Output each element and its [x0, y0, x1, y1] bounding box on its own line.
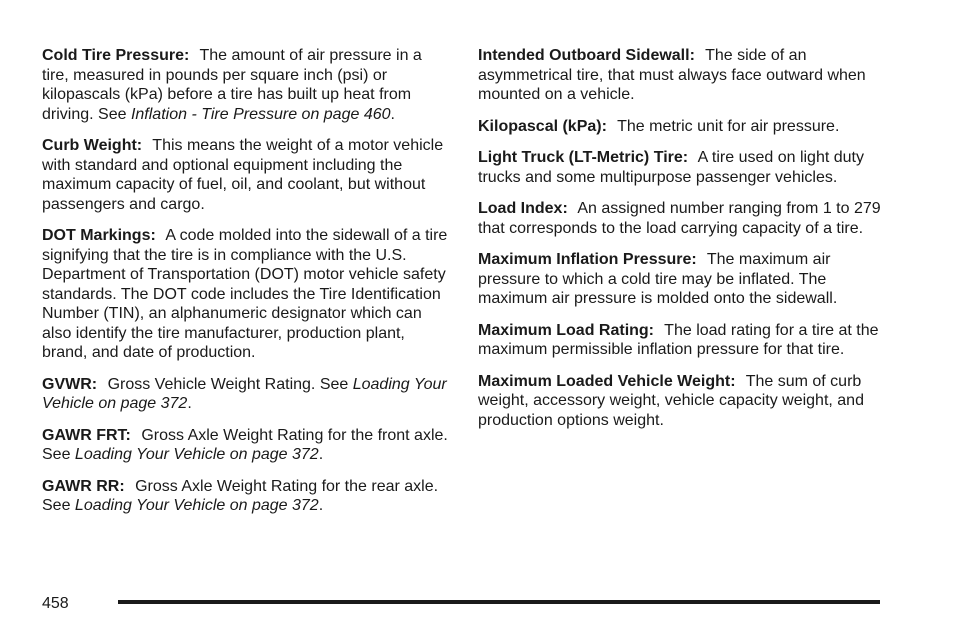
glossary-definition: The side of an asymmetrical tire, that must always face outward when mounted on a vehicle.: [478, 47, 866, 103]
cross-reference-link[interactable]: Inflation - Tire Pressure on page 460: [130, 105, 391, 123]
glossary-entry-maximum-inflation-pressure: [478, 250, 888, 309]
sentence-end: .: [318, 497, 324, 514]
glossary-definition: The load rating for a tire at the maximum permissible inflation pressure for that tire.: [478, 321, 879, 358]
glossary-entry-gvwr: [42, 375, 452, 414]
glossary-term: Cold Tire Pressure:: [42, 47, 190, 64]
left-column: [42, 46, 452, 528]
glossary-term: Maximum Inflation Pressure:: [478, 251, 697, 268]
sentence-end: .: [187, 395, 192, 412]
glossary-definition: This means the weight of a motor vehicle with standard and optional equipment including the maximum capacity of fuel, oil, and coolant, but without passengers and cargo.: [42, 137, 444, 213]
glossary-entry-dot-markings: [42, 226, 452, 363]
cross-reference-link[interactable]: Loading Your Vehicle on page 372: [42, 375, 447, 412]
cross-reference-link[interactable]: Loading Your Vehicle on page 372: [74, 497, 319, 514]
sentence-end: .: [318, 446, 324, 463]
glossary-definition: A code molded into the sidewall of a tire signifying that the tire is in compliance with the U.S. Department of Transportation (DOT) motor vehicle safety standards. The DOT code includes the Tire Identification Number (TIN), an alphanumeric designator which can also identify the tire manufacturer, production plant, brand, and date of production.: [42, 227, 448, 361]
sentence-end: .: [390, 105, 395, 123]
glossary-entry-light-truck-tire: [478, 148, 888, 187]
page-number: 458: [42, 595, 69, 612]
glossary-definition: An assigned number ranging from 1 to 279 that corresponds to the load carrying capacity of a tire.: [478, 200, 881, 237]
glossary-term: Kilopascal (kPa):: [478, 117, 607, 135]
glossary-term: Maximum Load Rating:: [478, 321, 655, 339]
glossary-term: Maximum Loaded Vehicle Weight:: [478, 372, 736, 390]
glossary-entry-intended-outboard-sidewall: [478, 46, 888, 105]
glossary-term: DOT Markings:: [42, 227, 156, 244]
footer-divider: [118, 600, 880, 604]
glossary-entry-kilopascal: [478, 117, 888, 137]
glossary-term: Curb Weight:: [42, 137, 143, 154]
right-column: [478, 46, 888, 442]
glossary-entry-load-index: [478, 199, 888, 238]
glossary-definition: The metric unit for air pressure.: [617, 117, 840, 135]
glossary-entry-maximum-load-rating: [478, 321, 888, 360]
glossary-definition: Gross Vehicle Weight Rating. See: [107, 375, 349, 393]
glossary-term: Light Truck (LT-Metric) Tire:: [478, 149, 689, 166]
glossary-term: GAWR RR:: [42, 477, 125, 495]
cross-reference-link[interactable]: Loading Your Vehicle on page 372: [74, 446, 319, 463]
glossary-entry-curb-weight: [42, 136, 452, 214]
glossary-entry-maximum-loaded-vehicle-weight: [478, 372, 888, 431]
glossary-entry-gawr-frt: [42, 426, 452, 465]
glossary-term: GVWR:: [42, 375, 98, 393]
glossary-entry-cold-tire-pressure: [42, 46, 452, 124]
glossary-definition: The sum of curb weight, accessory weight, vehicle capacity weight, and production options weight.: [478, 372, 864, 429]
glossary-term: GAWR FRT:: [42, 426, 131, 444]
glossary-definition: Gross Axle Weight Rating for the rear axle. See: [42, 477, 439, 514]
glossary-entry-gawr-rr: [42, 477, 452, 516]
glossary-definition: A tire used on light duty trucks and some multipurpose passenger vehicles.: [478, 149, 864, 186]
glossary-definition: The amount of air pressure in a tire, measured in pounds per square inch (psi) or kilopascals (kPa) before a tire has built up heat from driving. See: [42, 47, 422, 123]
glossary-definition: The maximum air pressure to which a cold tire may be inflated. The maximum air pressure is molded onto the sidewall.: [478, 251, 838, 307]
glossary-definition: Gross Axle Weight Rating for the front axle. See: [42, 426, 448, 463]
glossary-term: Load Index:: [478, 200, 568, 217]
glossary-term: Intended Outboard Sidewall:: [478, 47, 695, 64]
